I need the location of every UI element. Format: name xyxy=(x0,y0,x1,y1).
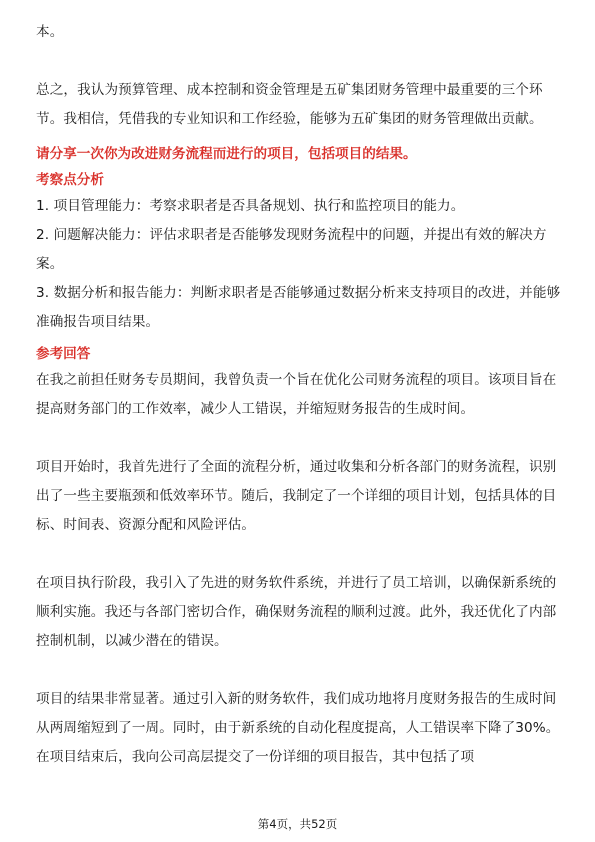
answer-heading: 参考回答 xyxy=(36,346,91,362)
page-number: 第4页，共52页 xyxy=(257,817,338,831)
question-text: 请分享一次你为改进财务流程而进行的项目，包括项目的结果。 xyxy=(36,146,417,162)
analysis-item: 1. 项目管理能力：考察求职者是否具备规划、执行和监控项目的能力。 xyxy=(36,198,465,214)
analysis-heading: 考察点分析 xyxy=(36,172,104,188)
page-content xyxy=(36,18,561,772)
summary-paragraph: 总之，我认为预算管理、成本控制和资金管理是五矿集团财务管理中最重要的三个环节。我相信，凭借我的专业知识和工作经验，能够为五矿集团的财务管理做出贡献。 xyxy=(36,82,543,127)
intro-line-end: 本。 xyxy=(36,24,64,40)
analysis-item: 3. 数据分析和报告能力：判断求职者是否能够通过数据分析来支持项目的改进，并能够准确报告项目结果。 xyxy=(36,285,561,330)
answer-paragraph: 在我之前担任财务专员期间，我曾负责一个旨在优化公司财务流程的项目。该项目旨在提高财务部门的工作效率，减少人工错误，并缩短财务报告的生成时间。 xyxy=(36,372,557,417)
answer-paragraph: 项目的结果非常显著。通过引入新的财务软件，我们成功地将月度财务报告的生成时间从两周缩短到了一周。同时，由于新系统的自动化程度提高，人工错误率下降了30%。在项目结束后，我向公司高层提交了一份详细的项目报告，其中包括了项 xyxy=(36,691,560,765)
answer-paragraph: 项目开始时，我首先进行了全面的流程分析，通过收集和分析各部门的财务流程，识别出了一些主要瓶颈和低效率环节。随后，我制定了一个详细的项目计划，包括具体的目标、时间表、资源分配和风险评估。 xyxy=(36,459,557,533)
analysis-item: 2. 问题解决能力：评估求职者是否能够发现财务流程中的问题，并提出有效的解决方案。 xyxy=(36,227,547,272)
answer-paragraph: 在项目执行阶段，我引入了先进的财务软件系统，并进行了员工培训，以确保新系统的顺利实施。我还与各部门密切合作，确保财务流程的顺利过渡。此外，我还优化了内部控制机制，以减少潜在的错误。 xyxy=(36,575,557,649)
